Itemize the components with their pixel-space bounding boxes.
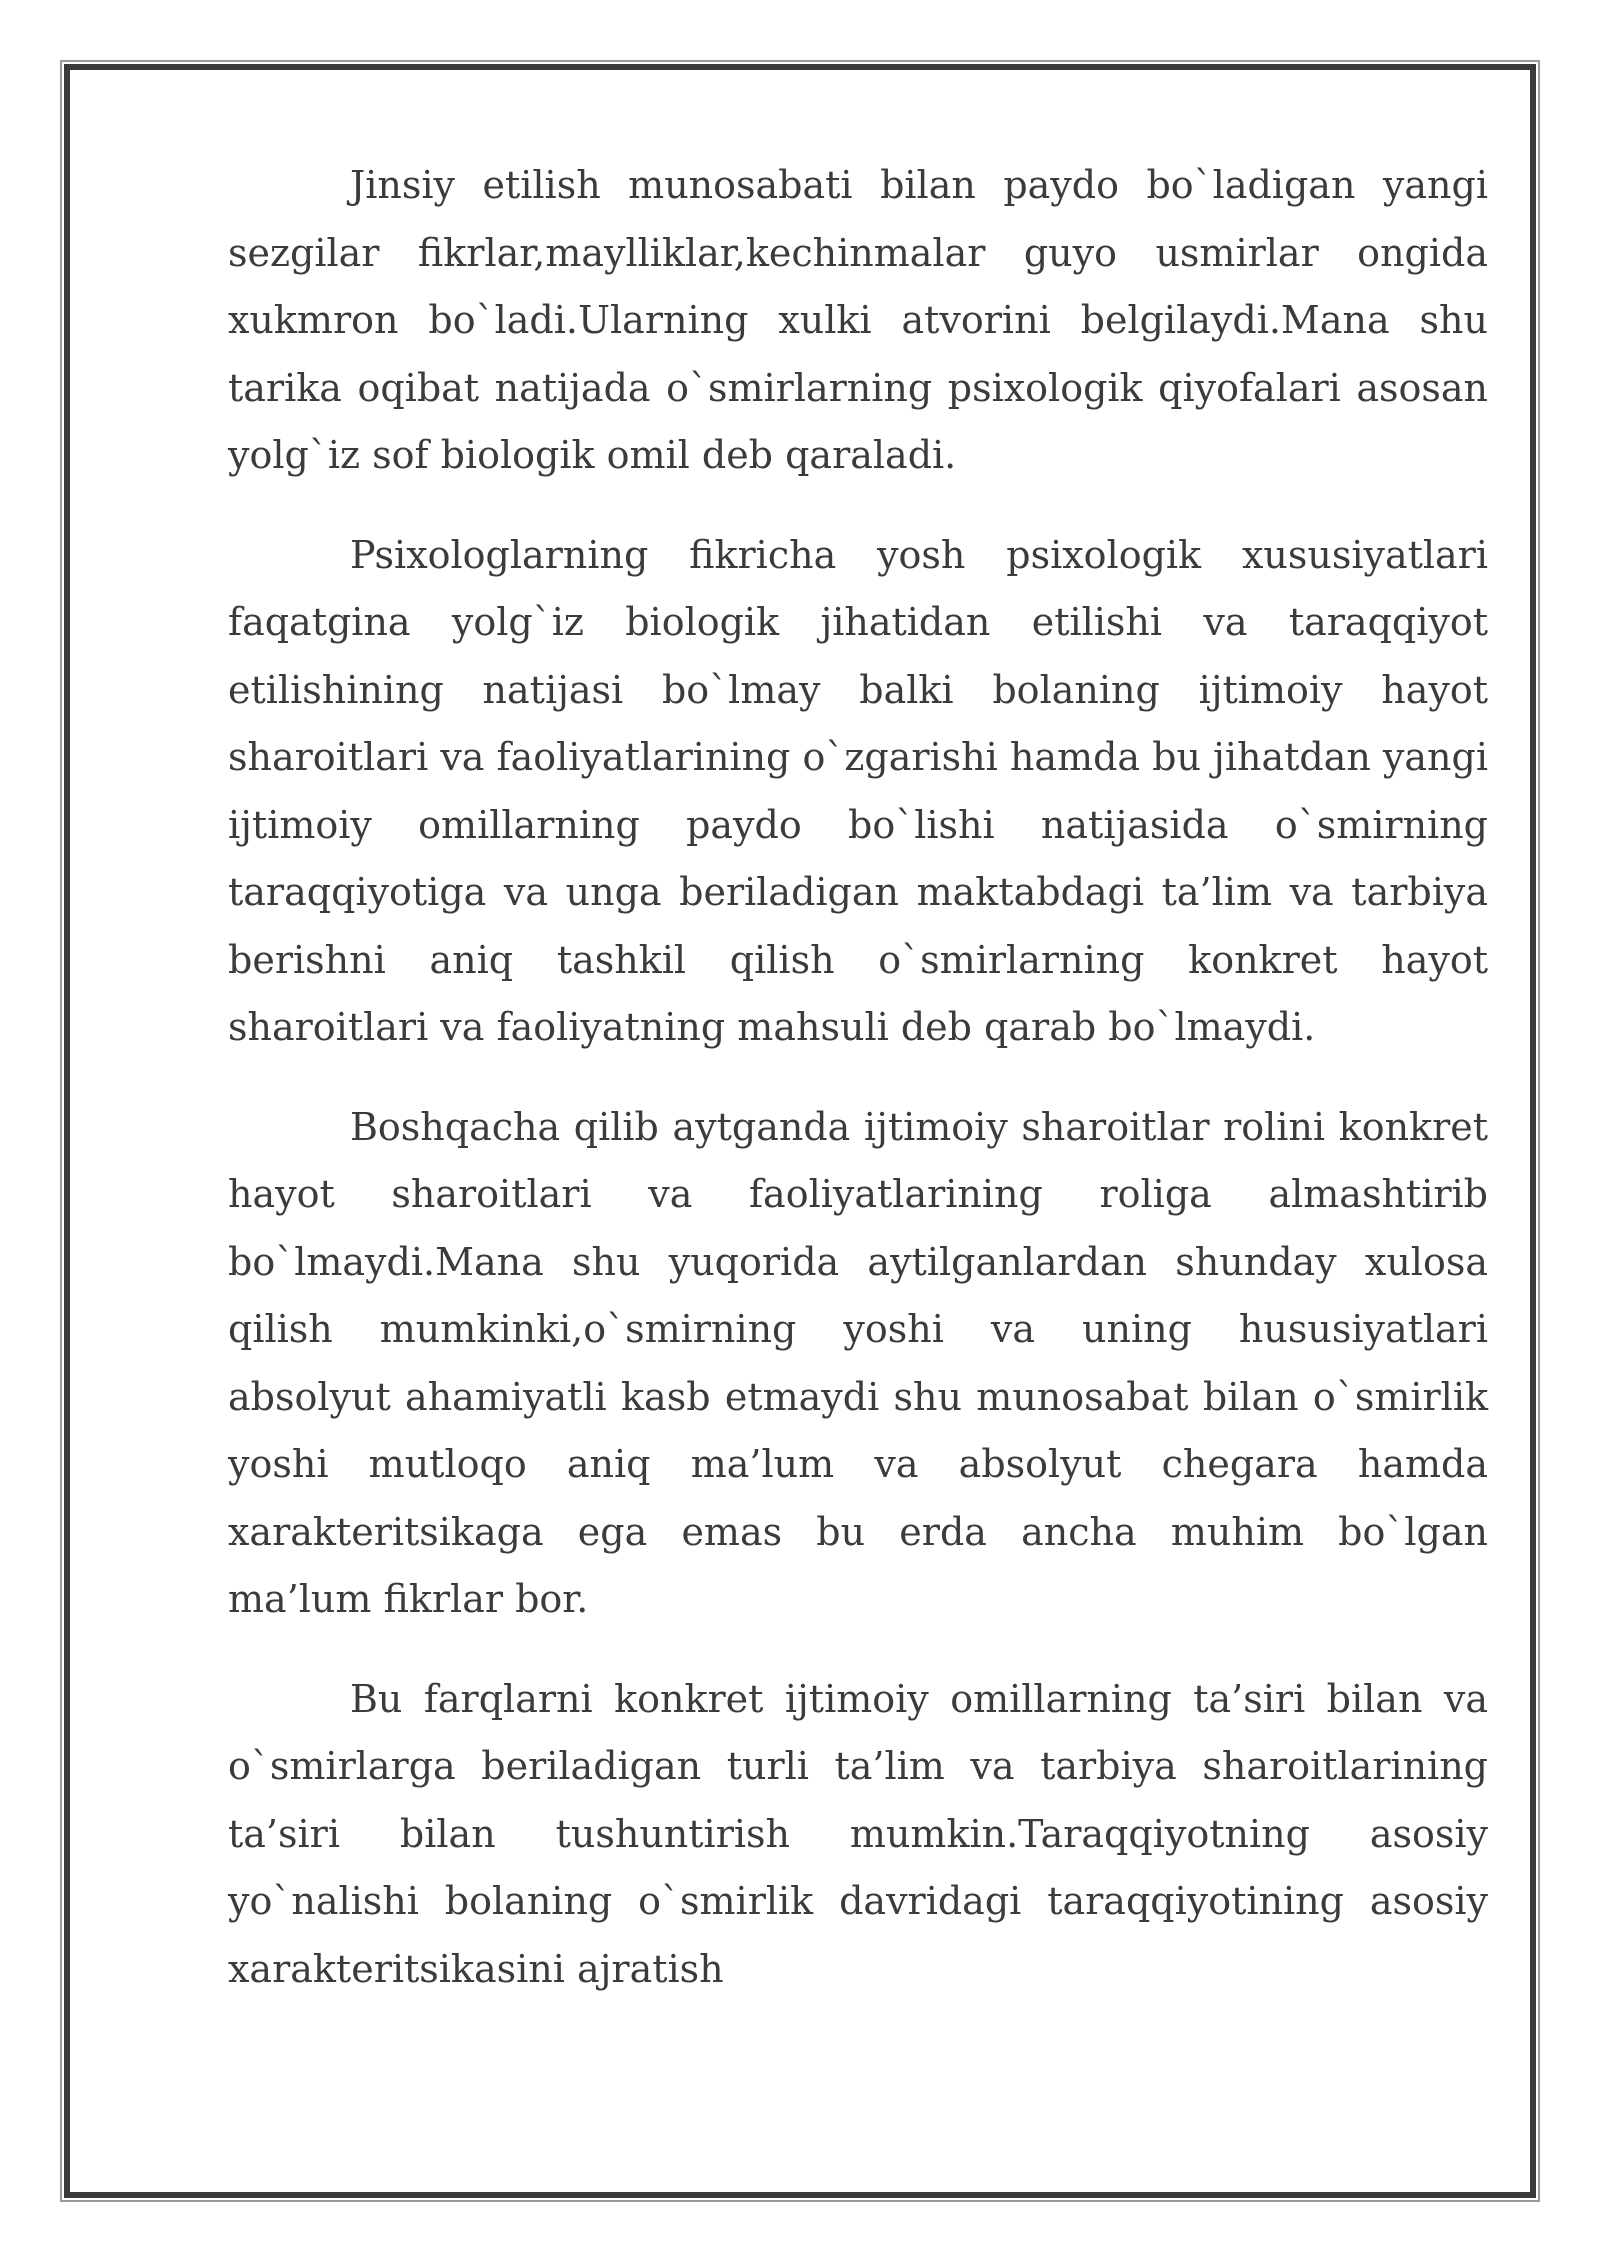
paragraph-3: Boshqacha qilib aytganda ijtimoiy sharoitlar rolini konkret hayot sharoitlari va faoliyatlarining roliga almashtirib bo`lmaydi.Mana shu yuqorida aytilganlardan shunday xulosa qilish mumkinki,o`smirning yoshi va uning hususiyatlari absolyut ahamiyatli kasb etmaydi shu munosabat bilan o`smirlik yoshi mutloqo aniq ma’lum va absolyut chegara hamda xarakteritsikaga ega emas bu erda ancha muhim bo`lgan ma’lum fikrlar bor.	[228, 1104, 1488, 1621]
document-body	[228, 152, 1488, 2035]
paragraph-1: Jinsiy etilish munosabati bilan paydo bo`ladigan yangi sezgilar fikrlar,maylliklar,kechinmalar guyo usmirlar ongida xukmron bo`ladi.Ularning xulki atvorini belgilaydi.Mana shu tarika oqibat natijada o`smirlarning psixologik qiyofalari asosan yolg`iz sof biologik omil deb qaraladi.	[228, 163, 1488, 477]
paragraph-4: Bu farqlarni konkret ijtimoiy omillarning ta’siri bilan va o`smirlarga beriladigan turli ta’lim va tarbiya sharoitlarining ta’siri bilan tushuntirish mumkin.Taraqqiyotning asosiy yo`nalishi bolaning o`smirlik davridagi taraqqiyotining asosiy xarakteritsikasini ajratish	[228, 1676, 1488, 1991]
paragraph-2: Psixologlarning fikricha yosh psixologik xususiyatlari faqatgina yolg`iz biologik jihatidan etilishi va taraqqiyot etilishining natijasi bo`lmay balki bolaning ijtimoiy hayot sharoitlari va faoliyatlarining o`zgarishi hamda bu jihatdan yangi ijtimoiy omillarning paydo bo`lishi natijasida o`smirning taraqqiyotiga va unga beriladigan maktabdagi ta’lim va tarbiya berishni aniq tashkil qilish o`smirlarning konkret hayot sharoitlari va faoliyatning mahsuli deb qarab bo`lmaydi.	[228, 532, 1488, 1049]
